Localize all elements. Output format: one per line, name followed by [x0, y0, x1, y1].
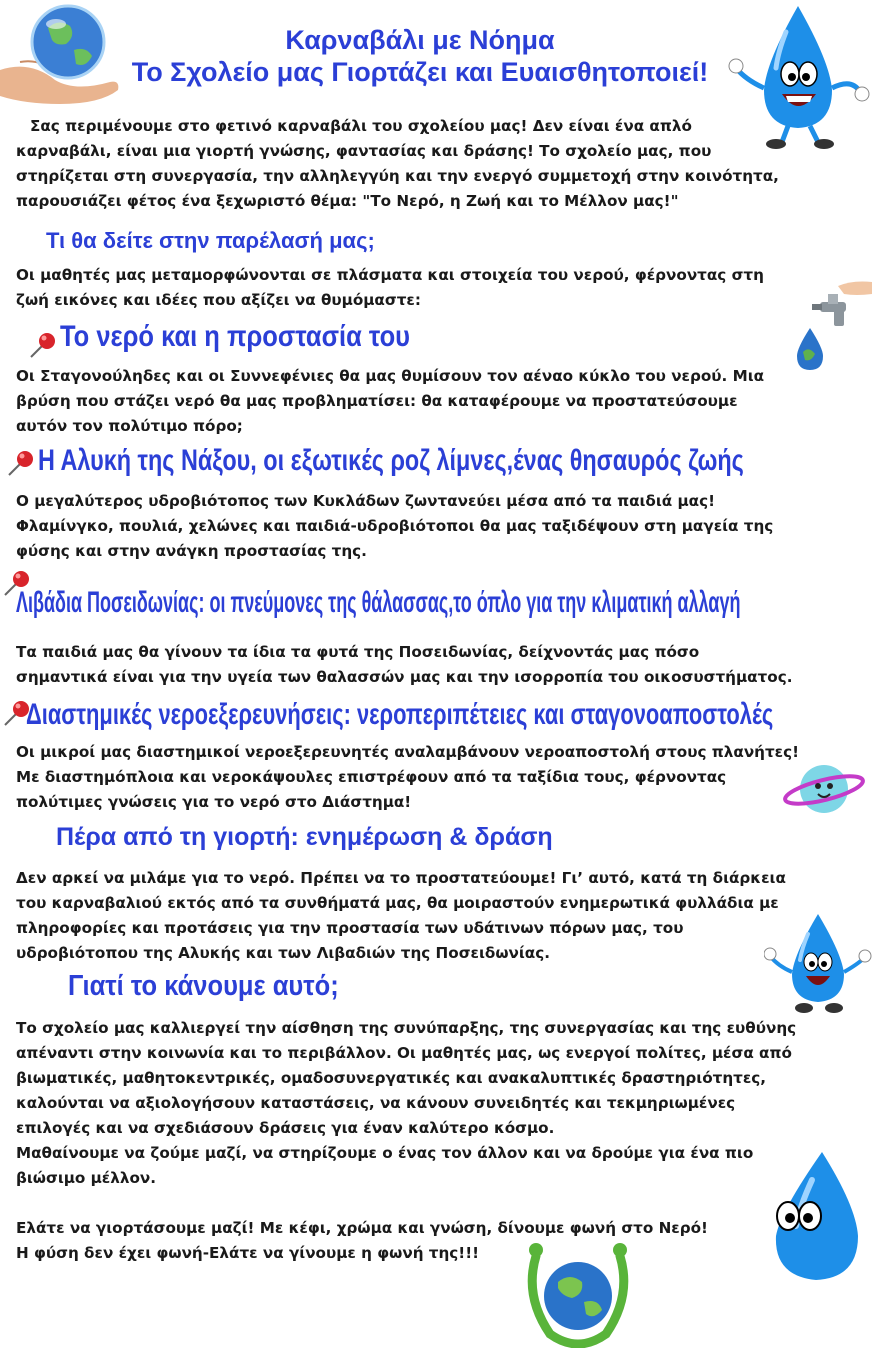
- page-title: [130, 24, 710, 88]
- section-paragraph: [16, 740, 799, 815]
- why-line: Μαθαίνουμε να ζούμε μαζί, να στηρίζουμε ο ένας τον άλλον και να δρούμε για ένα πιο: [16, 1144, 754, 1162]
- section-heading-naxos-lagoon: Η Αλυκή της Νάξου, οι εξωτικές ροζ λίμνες,ένας θησαυρός ζωής: [38, 444, 744, 477]
- section-line: Ο μεγαλύτερος υδροβιότοπος των Κυκλάδων ζωντανεύει μέσα από τα παιδιά μας!: [16, 492, 716, 510]
- closing-paragraph: [16, 1216, 708, 1266]
- why-line: Το σχολείο μας καλλιεργεί την αίσθηση της συνύπαρξης, της συνεργασίας και της ευθύνης: [16, 1019, 797, 1037]
- parade-line: ζωή εικόνες και ιδέες που αξίζει να θυμόμαστε:: [16, 291, 421, 309]
- intro-paragraph: [16, 114, 779, 214]
- parade-line: Οι μαθητές μας μεταμορφώνονται σε πλάσματα και στοιχεία του νερού, φέρνοντας στη: [16, 266, 764, 284]
- why-heading: Γιατί το κάνουμε αυτό;: [68, 970, 339, 1002]
- section-heading-space-exploration: Διαστημικές νεροεξερευνήσεις: νεροπεριπέτειες και σταγονοαποστολές: [26, 698, 774, 731]
- pushpin-icon: [28, 330, 58, 360]
- intro-line: Σας περιμένουμε στο φετινό καρναβάλι του σχολείου μας! Δεν είναι ένα απλό: [30, 117, 692, 135]
- globe-in-hands-icon: [0, 0, 130, 110]
- section-line: Οι μικροί μας διαστημικοί νεροεξερευνητές αναλαμβάνουν νεροαποστολή στους πλανήτες!: [16, 743, 800, 761]
- earth-drop-icon: [793, 326, 827, 372]
- faucet-icon: [808, 280, 874, 330]
- title-line-1: Καρναβάλι με Νόημα: [285, 25, 555, 55]
- intro-line: καρναβάλι, είναι μια γιορτή γνώσης, φαντασίας και δράσης! Το σχολείο μας, που: [16, 142, 712, 160]
- parade-heading: Τι θα δείτε στην παρέλασή μας;: [46, 228, 375, 253]
- why-line: καλούνται να αξιολογήσουν καταστάσεις, να κάνουν συνειδητές και τεκμηριωμένες: [16, 1094, 736, 1112]
- intro-line: στηρίζεται στη συνεργασία, την αλληλεγγύη και την ενεργό συμμετοχή στην κοινότητα,: [16, 167, 779, 185]
- beyond-line: πληροφορίες και προτάσεις για την προστασία των υδάτινων πόρων μας, του: [16, 919, 684, 937]
- section-line: αυτόν τον πολύτιμο πόρο;: [16, 417, 243, 435]
- beyond-heading: Πέρα από τη γιορτή: ενημέρωση & δράση: [56, 823, 553, 851]
- beyond-line: Δεν αρκεί να μιλάμε για το νερό. Πρέπει να το προστατεύουμε! Γι’ αυτό, κατά τη διάρκεια: [16, 869, 786, 887]
- section-heading-water-protection: Το νερό και η προστασία του: [60, 320, 411, 353]
- why-line: απέναντι στην κοινωνία και το περιβάλλον. Οι μαθητές μας, ως ενεργοί πολίτες, μέσα από: [16, 1044, 792, 1062]
- section-line: φύσης και στην ανάγκη προστασίας της.: [16, 542, 367, 560]
- closing-line: Ελάτε να γιορτάσουμε μαζί! Με κέφι, χρώμα και γνώση, δίνουμε φωνή στο Νερό!: [16, 1219, 708, 1237]
- closing-line: Η φύση δεν έχει φωνή-Ελάτε να γίνουμε η φωνή της!!!: [16, 1244, 480, 1262]
- why-paragraph: [16, 1016, 796, 1191]
- section-line: Φλαμίνγκο, πουλιά, χελώνες και παιδιά-υδροβιότοποι θα μας ταξιδέψουν στη μαγεία της: [16, 517, 774, 535]
- beyond-paragraph: [16, 866, 786, 966]
- section-line: Τα παιδιά μας θα γίνουν τα ίδια τα φυτά της Ποσειδωνίας, δείχνοντάς μας πόσο: [16, 643, 700, 661]
- beyond-line: υδροβιότοπου της Αλυκής και των Λιβαδιών της Ποσειδωνίας.: [16, 944, 551, 962]
- pushpin-icon: [6, 448, 36, 478]
- section-line: Με διαστημόπλοια και νεροκάψουλες επιστρέφουν από τα ταξίδια τους, φέρνοντας: [16, 768, 727, 786]
- beyond-line: του καρναβαλιού εκτός από τα συνθήματά μας, θα μοιραστούν ενημερωτικά φυλλάδια με: [16, 894, 779, 912]
- section-line: σημαντικά είναι για την υγεία των θαλασσών μας και την ισορροπία του οικοσυστήματος.: [16, 668, 793, 686]
- section-paragraph: [16, 364, 764, 439]
- section-line: βρύση που στάζει νερό θα μας προβληματίσει: θα καταφέρουμε να προστατεύσουμε: [16, 392, 738, 410]
- section-paragraph: [16, 489, 773, 564]
- title-line-2: Το Σχολείο μας Γιορτάζει και Ευαισθητοποιεί!: [131, 57, 709, 87]
- section-line: πολύτιμες γνώσεις για το νερό στο Διάστημα!: [16, 793, 412, 811]
- section-line: Οι Σταγονούληδες και οι Συννεφένιες θα μας θυμίσουν τον αέναο κύκλο του νερού. Μια: [16, 367, 765, 385]
- intro-line: παρουσιάζει φέτος ένα ξεχωριστό θέμα: "Το Νερό, η Ζωή και το Μέλλον μας!": [16, 192, 679, 210]
- why-line: βιώσιμο μέλλον.: [16, 1169, 157, 1187]
- section-paragraph: [16, 640, 792, 690]
- why-line: βιωματικές, μαθητοκεντρικές, ομαδοσυνεργατικές και ανακαλυπτικές δραστηριότητες,: [16, 1069, 767, 1087]
- parade-paragraph: [16, 263, 764, 313]
- section-heading-posidonia: Λιβάδια Ποσειδωνίας: οι πνεύμονες της θάλασσας,το όπλο για την κλιματική αλλαγή: [16, 586, 741, 619]
- why-line: επιλογές και να σχεδιάσουν δράσεις για έναν καλύτερο κόσμο.: [16, 1119, 555, 1137]
